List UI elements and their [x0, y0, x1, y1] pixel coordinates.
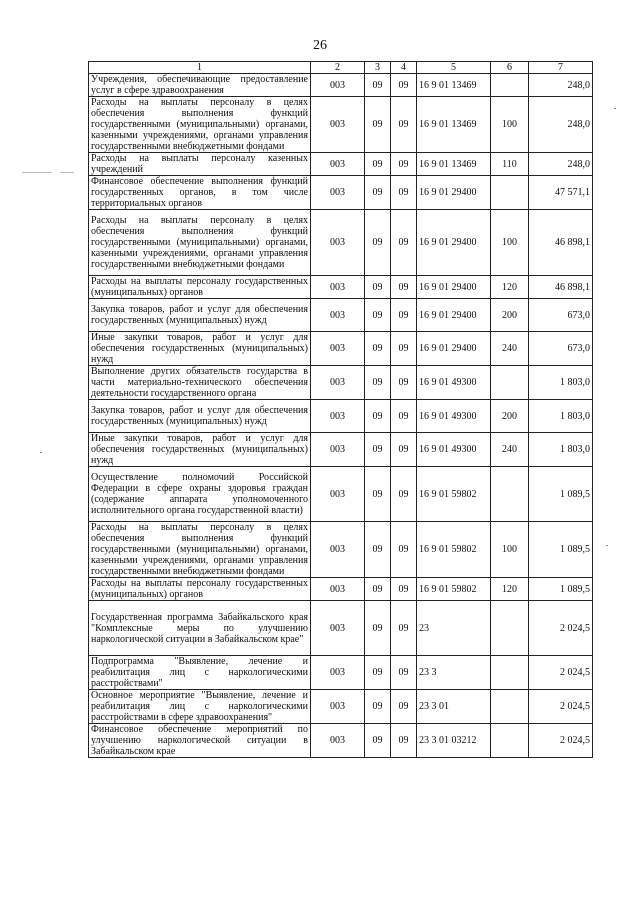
amount-cell: 673,0	[529, 332, 593, 366]
table-row	[89, 276, 593, 299]
expense-type-cell: 240	[491, 332, 529, 366]
amount-cell: 2 024,5	[529, 656, 593, 690]
admin-code-cell: 003	[311, 467, 365, 522]
amount-cell: 46 898,1	[529, 210, 593, 276]
expense-type-cell	[491, 176, 529, 210]
table-row	[89, 74, 593, 97]
amount-cell: 248,0	[529, 153, 593, 176]
amount-cell: 1 089,5	[529, 522, 593, 578]
subsection-cell: 09	[391, 690, 417, 724]
expense-type-cell: 120	[491, 276, 529, 299]
section-cell: 09	[365, 366, 391, 400]
amount-cell: 2 024,5	[529, 724, 593, 758]
row-name-cell: Закупка товаров, работ и услуг для обеспечения государственных (муниципальных) нужд	[89, 400, 311, 433]
admin-code-cell: 003	[311, 400, 365, 433]
amount-cell: 248,0	[529, 74, 593, 97]
row-name-cell: Расходы на выплаты персоналу в целях обеспечения выполнения функций государственными (муниципальными) органами, казенными учреждениями, органами управления государственными внебюджетными фондами	[89, 210, 311, 276]
section-cell: 09	[365, 276, 391, 299]
table-row	[89, 332, 593, 366]
section-cell: 09	[365, 153, 391, 176]
target-article-cell: 16 9 01 49300	[417, 366, 491, 400]
row-name-cell: Финансовое обеспечение выполнения функций государственных органов, в том числе территориальных органов	[89, 176, 311, 210]
section-cell: 09	[365, 690, 391, 724]
column-header: 4	[391, 62, 417, 74]
section-cell: 09	[365, 522, 391, 578]
admin-code-cell: 003	[311, 210, 365, 276]
amount-cell: 46 898,1	[529, 276, 593, 299]
subsection-cell: 09	[391, 299, 417, 332]
target-article-cell: 16 9 01 59802	[417, 522, 491, 578]
expense-type-cell	[491, 656, 529, 690]
scan-artifact	[60, 172, 74, 173]
subsection-cell: 09	[391, 332, 417, 366]
scan-artifact	[40, 452, 42, 453]
expense-type-cell	[491, 467, 529, 522]
subsection-cell: 09	[391, 153, 417, 176]
target-article-cell: 23	[417, 601, 491, 656]
subsection-cell: 09	[391, 656, 417, 690]
amount-cell: 2 024,5	[529, 690, 593, 724]
target-article-cell: 16 9 01 29400	[417, 299, 491, 332]
table-row	[89, 724, 593, 758]
row-name-cell: Подпрограмма "Выявление, лечение и реабилитация лиц с наркологическими расстройствами"	[89, 656, 311, 690]
table-row	[89, 578, 593, 601]
expense-type-cell: 200	[491, 400, 529, 433]
table-row	[89, 601, 593, 656]
section-cell: 09	[365, 332, 391, 366]
table-row	[89, 656, 593, 690]
target-article-cell: 16 9 01 29400	[417, 332, 491, 366]
table-row	[89, 176, 593, 210]
target-article-cell: 16 9 01 29400	[417, 276, 491, 299]
target-article-cell: 23 3	[417, 656, 491, 690]
subsection-cell: 09	[391, 724, 417, 758]
target-article-cell: 16 9 01 49300	[417, 400, 491, 433]
admin-code-cell: 003	[311, 366, 365, 400]
subsection-cell: 09	[391, 578, 417, 601]
section-cell: 09	[365, 210, 391, 276]
table-row	[89, 690, 593, 724]
section-cell: 09	[365, 400, 391, 433]
expense-type-cell: 110	[491, 153, 529, 176]
expense-type-cell	[491, 690, 529, 724]
table-row	[89, 433, 593, 467]
row-name-cell: Основное мероприятие "Выявление, лечение и реабилитация лиц с наркологическими расстройствами в сфере здравоохранения"	[89, 690, 311, 724]
section-cell: 09	[365, 578, 391, 601]
admin-code-cell: 003	[311, 74, 365, 97]
row-name-cell: Выполнение других обязательств государства в части материально-технического обеспечения деятельности государственного органа	[89, 366, 311, 400]
expense-type-cell	[491, 74, 529, 97]
table-row	[89, 400, 593, 433]
scan-artifact	[614, 108, 616, 109]
target-article-cell: 16 9 01 13469	[417, 153, 491, 176]
section-cell: 09	[365, 176, 391, 210]
subsection-cell: 09	[391, 467, 417, 522]
expense-type-cell: 120	[491, 578, 529, 601]
admin-code-cell: 003	[311, 656, 365, 690]
row-name-cell: Финансовое обеспечение мероприятий по улучшению наркологической ситуации в Забайкальском крае	[89, 724, 311, 758]
table-row	[89, 467, 593, 522]
row-name-cell: Расходы на выплаты персоналу в целях обеспечения выполнения функций государственными (муниципальными) органами, казенными учреждениями, органами управления государственными внебюджетными фондами	[89, 522, 311, 578]
target-article-cell: 16 9 01 29400	[417, 176, 491, 210]
subsection-cell: 09	[391, 433, 417, 467]
section-cell: 09	[365, 656, 391, 690]
admin-code-cell: 003	[311, 97, 365, 153]
column-header: 2	[311, 62, 365, 74]
admin-code-cell: 003	[311, 433, 365, 467]
subsection-cell: 09	[391, 74, 417, 97]
subsection-cell: 09	[391, 400, 417, 433]
subsection-cell: 09	[391, 522, 417, 578]
column-header: 7	[529, 62, 593, 74]
table-header-row	[89, 62, 593, 74]
amount-cell: 1 089,5	[529, 467, 593, 522]
row-name-cell: Расходы на выплаты персоналу в целях обеспечения выполнения функций государственными (муниципальными) органами, казенными учреждениями, органами управления государственными внебюджетными фондами	[89, 97, 311, 153]
row-name-cell: Расходы на выплаты персоналу государственных (муниципальных) органов	[89, 276, 311, 299]
column-header: 5	[417, 62, 491, 74]
amount-cell: 2 024,5	[529, 601, 593, 656]
column-header: 6	[491, 62, 529, 74]
admin-code-cell: 003	[311, 578, 365, 601]
expense-type-cell: 100	[491, 210, 529, 276]
target-article-cell: 16 9 01 13469	[417, 74, 491, 97]
expense-type-cell: 100	[491, 522, 529, 578]
expense-type-cell: 200	[491, 299, 529, 332]
subsection-cell: 09	[391, 366, 417, 400]
target-article-cell: 16 9 01 29400	[417, 210, 491, 276]
admin-code-cell: 003	[311, 276, 365, 299]
amount-cell: 1 803,0	[529, 366, 593, 400]
scan-artifact	[22, 172, 52, 173]
row-name-cell: Государственная программа Забайкальского края "Комплексные меры по улучшению наркологической ситуации в Забайкальском крае"	[89, 601, 311, 656]
admin-code-cell: 003	[311, 299, 365, 332]
row-name-cell: Учреждения, обеспечивающие предоставление услуг в сфере здравоохранения	[89, 74, 311, 97]
scan-artifact	[606, 545, 608, 546]
subsection-cell: 09	[391, 210, 417, 276]
row-name-cell: Осуществление полномочий Российской Федерации в сфере охраны здоровья граждан (содержание аппарата уполномоченного исполнительного органа государственной власти)	[89, 467, 311, 522]
table-row	[89, 522, 593, 578]
target-article-cell: 16 9 01 59802	[417, 578, 491, 601]
section-cell: 09	[365, 601, 391, 656]
amount-cell: 1 089,5	[529, 578, 593, 601]
admin-code-cell: 003	[311, 332, 365, 366]
expense-type-cell	[491, 724, 529, 758]
expense-type-cell	[491, 366, 529, 400]
table-row	[89, 210, 593, 276]
expense-type-cell: 240	[491, 433, 529, 467]
admin-code-cell: 003	[311, 176, 365, 210]
row-name-cell: Закупка товаров, работ и услуг для обеспечения государственных (муниципальных) нужд	[89, 299, 311, 332]
table-row	[89, 153, 593, 176]
amount-cell: 248,0	[529, 97, 593, 153]
target-article-cell: 23 3 01 03212	[417, 724, 491, 758]
target-article-cell: 23 3 01	[417, 690, 491, 724]
admin-code-cell: 003	[311, 153, 365, 176]
section-cell: 09	[365, 724, 391, 758]
target-article-cell: 16 9 01 59802	[417, 467, 491, 522]
target-article-cell: 16 9 01 49300	[417, 433, 491, 467]
column-header: 3	[365, 62, 391, 74]
section-cell: 09	[365, 467, 391, 522]
section-cell: 09	[365, 74, 391, 97]
admin-code-cell: 003	[311, 690, 365, 724]
table-row	[89, 97, 593, 153]
row-name-cell: Расходы на выплаты персоналу государственных (муниципальных) органов	[89, 578, 311, 601]
subsection-cell: 09	[391, 97, 417, 153]
expense-type-cell: 100	[491, 97, 529, 153]
expense-type-cell	[491, 601, 529, 656]
section-cell: 09	[365, 97, 391, 153]
budget-table	[88, 61, 593, 758]
subsection-cell: 09	[391, 176, 417, 210]
admin-code-cell: 003	[311, 601, 365, 656]
amount-cell: 673,0	[529, 299, 593, 332]
amount-cell: 47 571,1	[529, 176, 593, 210]
table-row	[89, 366, 593, 400]
table-row	[89, 299, 593, 332]
subsection-cell: 09	[391, 601, 417, 656]
section-cell: 09	[365, 299, 391, 332]
target-article-cell: 16 9 01 13469	[417, 97, 491, 153]
admin-code-cell: 003	[311, 724, 365, 758]
amount-cell: 1 803,0	[529, 433, 593, 467]
subsection-cell: 09	[391, 276, 417, 299]
amount-cell: 1 803,0	[529, 400, 593, 433]
page-number: 26	[313, 38, 327, 53]
row-name-cell: Иные закупки товаров, работ и услуг для обеспечения государственных (муниципальных) нужд	[89, 332, 311, 366]
column-header: 1	[89, 62, 311, 74]
section-cell: 09	[365, 433, 391, 467]
row-name-cell: Расходы на выплаты персоналу казенных учреждений	[89, 153, 311, 176]
admin-code-cell: 003	[311, 522, 365, 578]
row-name-cell: Иные закупки товаров, работ и услуг для обеспечения государственных (муниципальных) нужд	[89, 433, 311, 467]
